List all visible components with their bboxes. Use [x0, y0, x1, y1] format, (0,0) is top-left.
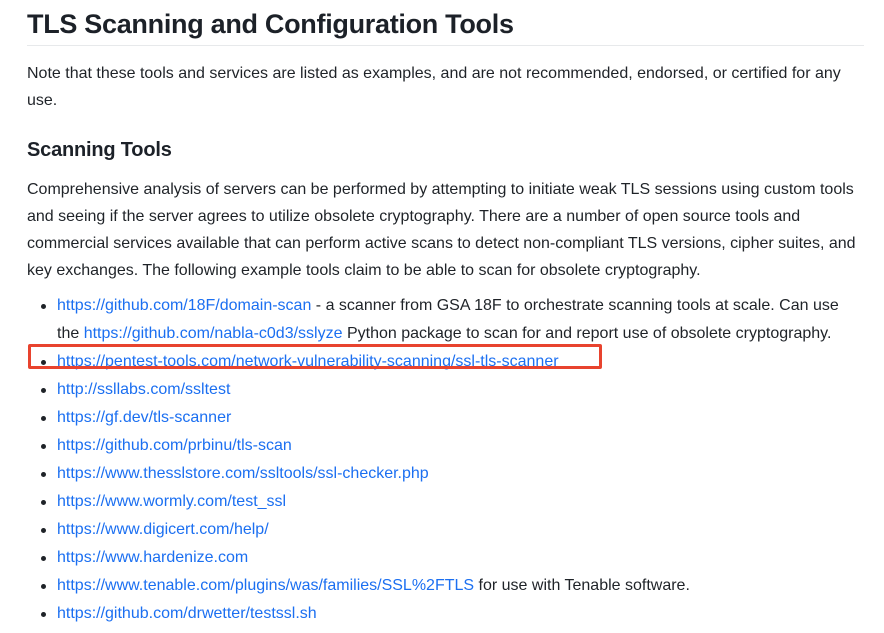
list-item-text: Python package to scan for and report use of obsolete cryptography.: [342, 325, 832, 342]
tool-link[interactable]: https://www.wormly.com/test_ssl: [57, 493, 287, 510]
tool-link[interactable]: http://ssllabs.com/ssltest: [57, 381, 231, 398]
tool-link[interactable]: https://www.thesslstore.com/ssltools/ssl-checker.php: [57, 465, 429, 482]
tool-link[interactable]: https://www.digicert.com/help/: [57, 521, 269, 538]
tool-link[interactable]: https://github.com/drwetter/testssl.sh: [57, 605, 317, 622]
tool-link[interactable]: https://gf.dev/tls-scanner: [57, 409, 232, 426]
list-item: [27, 460, 864, 488]
tool-link[interactable]: https://github.com/nabla-c0d3/sslyze: [83, 325, 343, 342]
list-item: [27, 404, 864, 432]
section-description: Comprehensive analysis of servers can be performed by attempting to initiate weak TLS sessions using custom tools and seeing if the server agrees to utilize obsolete cryptography. There are a number of open source tools and commercial services available that can perform active scans to detect non-compliant TLS versions, cipher suites, and key exchanges. The following example tools claim to be able to scan for obsolete cryptography.: [27, 181, 856, 279]
list-item: [27, 600, 864, 628]
list-item: [27, 376, 864, 404]
section-heading-scanning-tools: Scanning Tools: [27, 139, 172, 161]
tool-link[interactable]: https://github.com/prbinu/tls-scan: [57, 437, 292, 454]
tool-link[interactable]: https://www.tenable.com/plugins/was/families/SSL%2FTLS: [57, 577, 475, 594]
tool-link[interactable]: https://github.com/18F/domain-scan: [57, 297, 312, 314]
list-item: [27, 292, 864, 348]
title-divider: [27, 45, 864, 46]
list-item: [27, 544, 864, 572]
list-item: [27, 432, 864, 460]
list-item: [27, 348, 864, 376]
list-item: [27, 516, 864, 544]
page-title: TLS Scanning and Configuration Tools: [27, 9, 514, 39]
list-item: [27, 488, 864, 516]
tool-link[interactable]: https://www.hardenize.com: [57, 549, 249, 566]
list-item-text: - a scanner from GSA 18F to orchestrate scanning tools at scale. Can use the: [57, 297, 839, 342]
list-item-text: for use with Tenable software.: [474, 577, 690, 594]
tools-list: [27, 292, 864, 628]
list-item: [27, 572, 864, 600]
tool-link[interactable]: https://pentest-tools.com/network-vulnerability-scanning/ssl-tls-scanner: [57, 353, 559, 370]
intro-paragraph: Note that these tools and services are listed as examples, and are not recommended, endorsed, or certified for any use.: [27, 65, 841, 109]
